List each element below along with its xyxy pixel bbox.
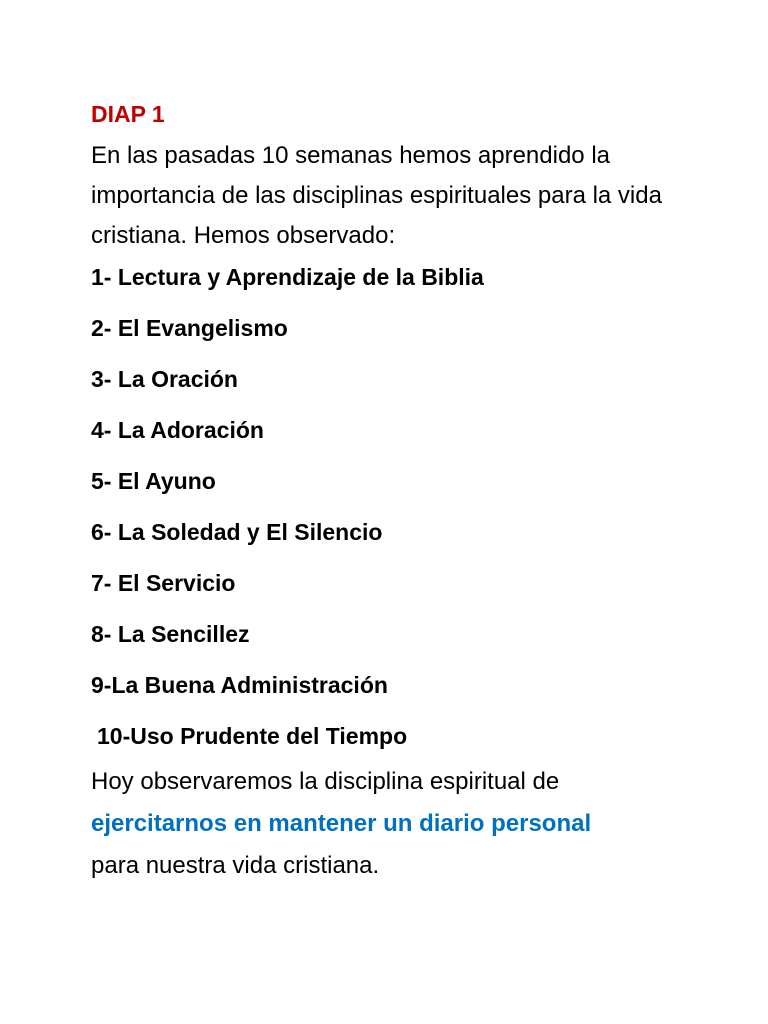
list-item: 7- El Servicio (91, 570, 236, 596)
disciplines-list (91, 262, 731, 751)
closing-paragraph (91, 761, 731, 887)
list-item: 6- La Soledad y El Silencio (91, 519, 383, 545)
list-item: 8- La Sencillez (91, 621, 250, 647)
list-item: 10-Uso Prudente del Tiempo (97, 723, 408, 749)
list-item: 1- Lectura y Aprendizaje de la Biblia (91, 264, 484, 290)
intro-paragraph: En las pasadas 10 semanas hemos aprendido la importancia de las disciplinas espirituales para la vida cristiana. Hemos observado: (91, 142, 662, 249)
document-heading: DIAP 1 (91, 101, 165, 127)
highlighted-discipline: ejercitarnos en mantener un diario personal (91, 810, 592, 837)
list-item: 3- La Oración (91, 366, 238, 392)
closing-text-end: para nuestra vida cristiana. (91, 852, 380, 879)
list-item: 9-La Buena Administración (91, 672, 388, 698)
list-item: 4- La Adoración (91, 417, 264, 443)
list-item: 5- El Ayuno (91, 468, 216, 494)
list-item: 2- El Evangelismo (91, 315, 288, 341)
document-content (91, 96, 731, 887)
closing-text-start: Hoy observaremos la disciplina espiritual de (91, 768, 560, 795)
